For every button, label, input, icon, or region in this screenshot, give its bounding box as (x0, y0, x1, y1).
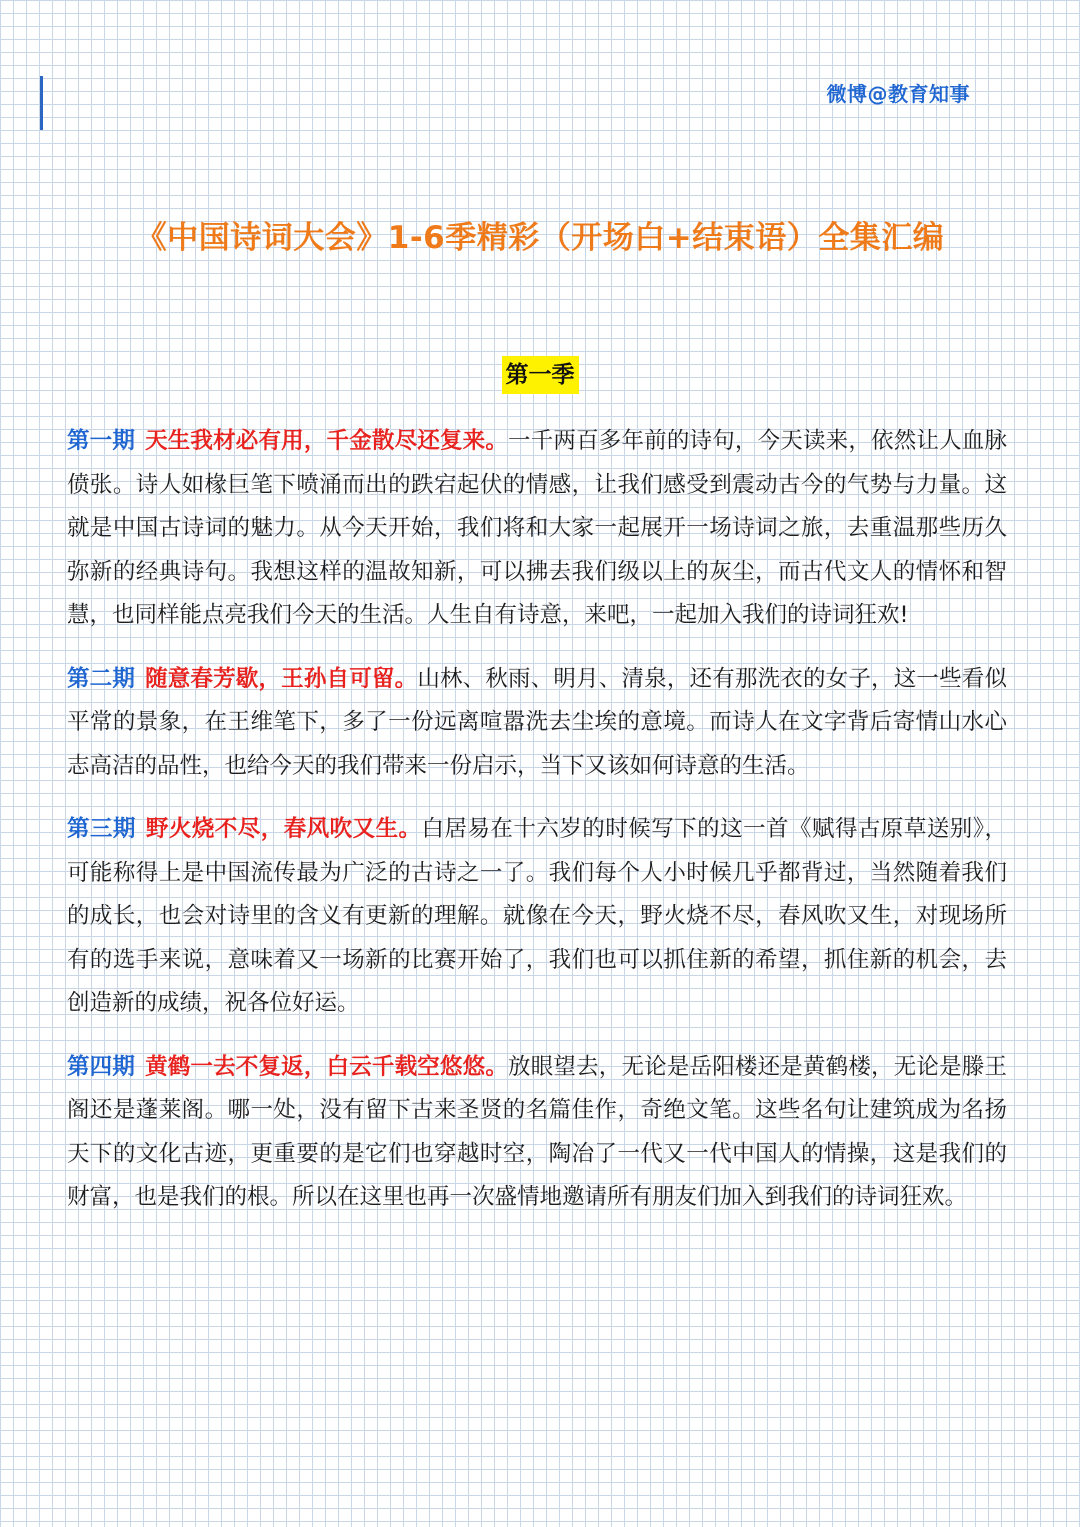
episode-1 (67, 420, 1007, 638)
weibo-watermark: 微博@教育知事 (826, 82, 970, 106)
episode-body: 一千两百多年前的诗句，今天读来，依然让人血脉偾张。诗人如椽巨笔下喷涌而出的跌宕起伏的情感，让我们感受到震动古今的气势与力量。这就是中国古诗词的魅力。从今天开始，我们将和大家一起展开一场诗词之旅，去重温那些历久弥新的经典诗句。我想这样的温故知新，可以拂去我们级以上的灰尘，而古代文人的情怀和智慧，也同样能点亮我们今天的生活。人生自有诗意，来吧，一起加入我们的诗词狂欢! (67, 428, 1007, 628)
episode-quote: 天生我材必有用，千金散尽还复来。 (145, 428, 509, 454)
decorative-side-bar (40, 76, 43, 130)
episode-label: 第二期 (67, 665, 136, 692)
episode-body: 放眼望去，无论是岳阳楼还是黄鹤楼，无论是滕王阁还是蓬莱阁。哪一处，没有留下古来圣贤的名篇佳作，奇绝文笔。这些名句让建筑成为名扬天下的文化古迹，更重要的是它们也穿越时空，陶冶了一代又一代中国人的情操，这是我们的财富，也是我们的根。所以在这里也再一次盛情地邀请所有朋友们加入到我们的诗词狂欢。 (67, 1053, 1007, 1210)
season-heading (0, 356, 1080, 394)
episode-3 (67, 808, 1007, 1026)
episode-quote: 黄鹤一去不复返，白云千载空悠悠。 (145, 1053, 509, 1080)
episode-list (67, 420, 1007, 1240)
episode-body: 白居易在十六岁的时候写下的这一首《赋得古原草送别》，可能称得上是中国流传最为广泛的古诗之一了。我们每个人小时候几乎都背过，当然随着我们的成长，也会对诗里的含义有更新的理解。就像在今天，野火烧不尽，春风吹又生，对现场所有的选手来说，意味着又一场新的比赛开始了，我们也可以抓住新的希望，抓住新的机会，去创造新的成绩，祝各位好运。 (67, 816, 1007, 1016)
episode-label: 第一期 (67, 428, 136, 454)
episode-body: 山林、秋雨、明月、清泉，还有那洗衣的女子，这一些看似平常的景象，在王维笔下，多了一份远离喧嚣洗去尘埃的意境。而诗人在文字背后寄情山水心志高洁的品性，也给今天的我们带来一份启示，当下又该如何诗意的生活。 (67, 665, 1007, 779)
page-title: 《中国诗词大会》1-6季精彩（开场白+结束语）全集汇编 (135, 220, 945, 256)
episode-4 (67, 1046, 1007, 1220)
episode-quote: 野火烧不尽，春风吹又生。 (145, 816, 422, 842)
episode-2 (67, 658, 1007, 789)
season-label: 第一季 (502, 356, 579, 394)
episode-label: 第三期 (67, 816, 136, 842)
episode-quote: 随意春芳歇，王孙自可留。 (145, 665, 418, 692)
episode-label: 第四期 (67, 1053, 136, 1080)
